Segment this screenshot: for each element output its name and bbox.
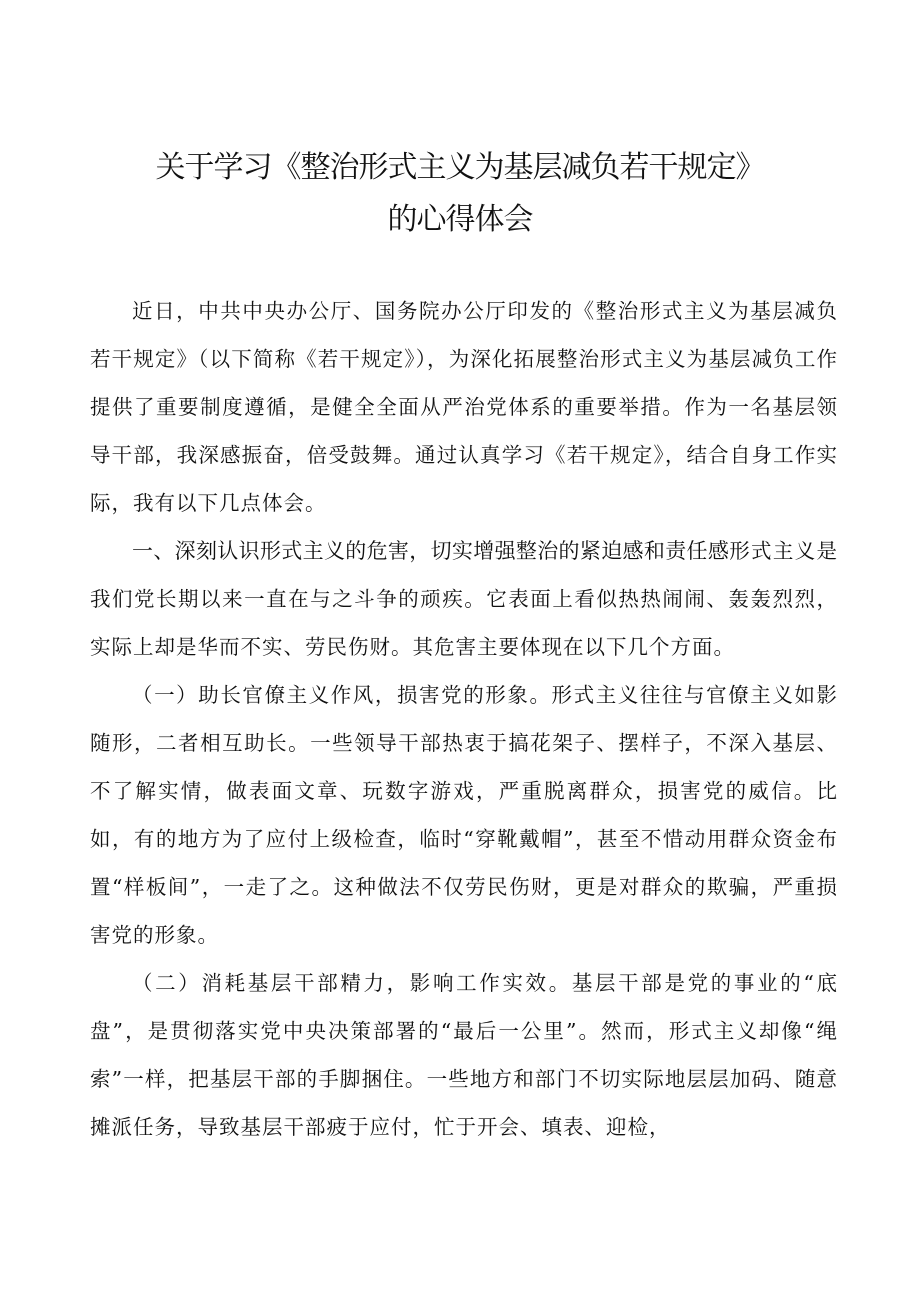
paragraph-text: 近日，中共中央办公厅、国务院办公厅印发的《整治形式主义为基层减负若干规定》（以下简称《若干规定》），为深化拓展整治形式主义为基层减负工作提供了重要制度遵循，是健全全面从严治党体系的重要举措。作为一名基层领导干部，我深感振奋，倍受鼓舞。通过认真学习《若干规定》，结合自身工作实际，我有以下几点体会。 bbox=[90, 299, 838, 515]
paragraph-subsection-2 bbox=[90, 959, 838, 1151]
paragraph-section-1 bbox=[90, 527, 838, 671]
title-line-1: 关于学习《整治形式主义为基层减负若干规定》 bbox=[155, 150, 765, 185]
paragraph-text: 形式主义是我们党长期以来一直在与之斗争的顽疾。它表面上看似热热闹闹、轰轰烈烈，实际上却是华而不实、劳民伤财。其危害主要体现在以下几个方面。 bbox=[90, 539, 838, 659]
document-title bbox=[60, 142, 860, 246]
document-body bbox=[90, 287, 838, 1151]
section-heading: 一、深刻认识形式主义的危害，切实增强整治的紧迫感和责任感 bbox=[132, 539, 730, 563]
paragraph-subsection-1 bbox=[90, 671, 838, 959]
paragraph-text: （一）助长官僚主义作风，损害党的形象。形式主义往往与官僚主义如影随形，二者相互助长。一些领导干部热衷于搞花架子、摆样子，不深入基层、不了解实情，做表面文章、玩数字游戏，严重脱离群众，损害党的威信。比如，有的地方为了应付上级检查，临时“穿靴戴帽”，甚至不惜动用群众资金布置“样板间”，一走了之。这种做法不仅劳民伤财，更是对群众的欺骗，严重损害党的形象。 bbox=[90, 683, 838, 947]
paragraph-intro bbox=[90, 287, 838, 527]
paragraph-text: （二）消耗基层干部精力，影响工作实效。基层干部是党的事业的“底盘”，是贯彻落实党中央决策部署的“最后一公里”。然而，形式主义却像“绳索”一样，把基层干部的手脚捆住。一些地方和部门不切实际地层层加码、随意摊派任务，导致基层干部疲于应付，忙于开会、填表、迎检， bbox=[90, 971, 838, 1139]
title-line-2: 的心得体会 bbox=[387, 202, 533, 237]
